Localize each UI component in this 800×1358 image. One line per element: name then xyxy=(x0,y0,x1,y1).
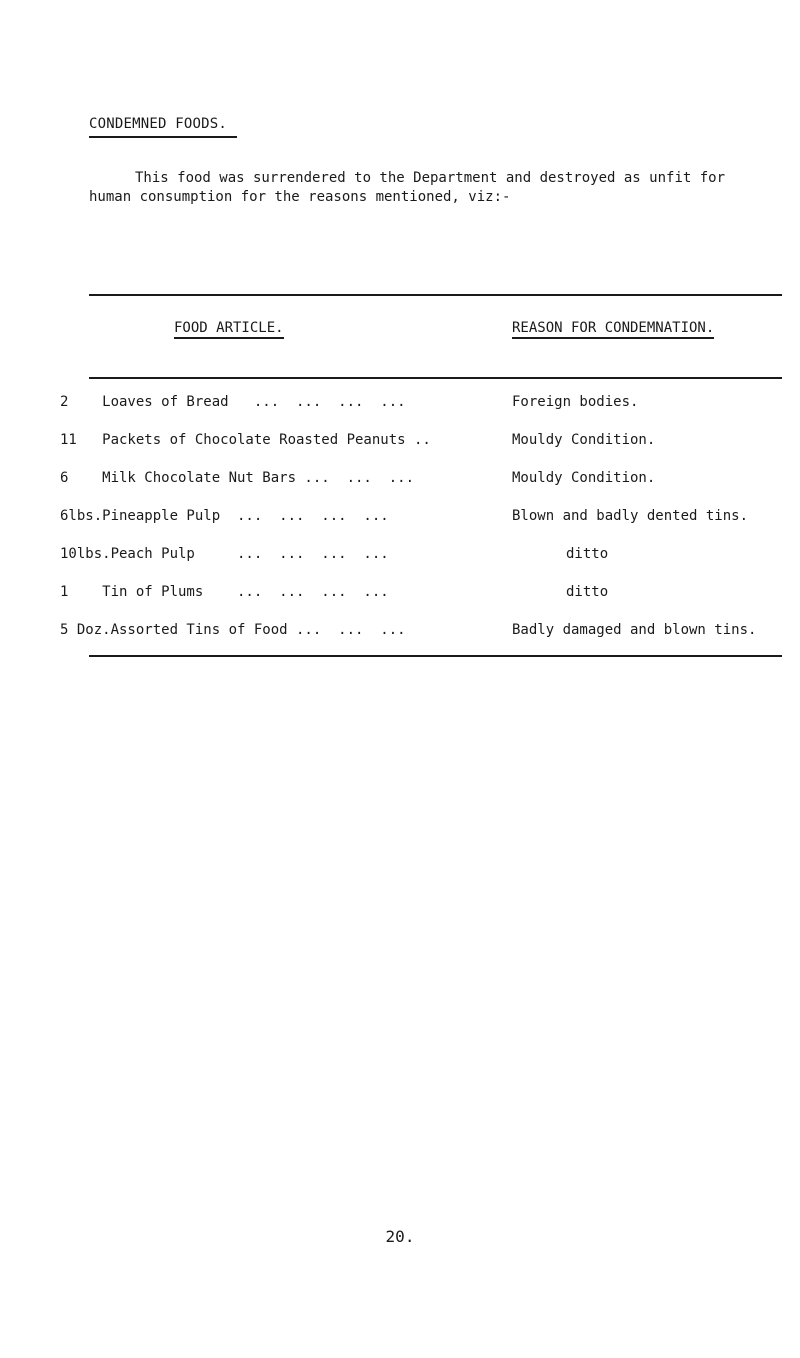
column-header-food-article: FOOD ARTICLE. xyxy=(174,320,284,336)
condemnation-reason: Foreign bodies. xyxy=(512,394,639,410)
food-article: 5 Doz.Assorted Tins of Food ... ... ... xyxy=(60,622,406,638)
title-underline xyxy=(89,136,237,138)
table-row xyxy=(0,584,800,604)
condemnation-reason: ditto xyxy=(566,584,609,600)
column-header-reason: REASON FOR CONDEMNATION. xyxy=(512,320,714,336)
table-bottom-rule xyxy=(89,655,782,657)
food-article: 2 Loaves of Bread ... ... ... ... xyxy=(60,394,406,410)
table-row xyxy=(0,622,800,642)
food-article: 11 Packets of Chocolate Roasted Peanuts .. xyxy=(60,432,431,448)
food-article: 6lbs.Pineapple Pulp ... ... ... ... xyxy=(60,508,389,524)
intro-line-1: This food was surrendered to the Department and destroyed as unfit for xyxy=(135,170,726,186)
condemnation-reason: ditto xyxy=(566,546,609,562)
header-bottom-rule xyxy=(89,377,782,379)
intro-paragraph xyxy=(89,169,779,207)
intro-line-2: human consumption for the reasons mentioned, viz:- xyxy=(89,189,511,205)
table-row xyxy=(0,508,800,528)
food-article: 6 Milk Chocolate Nut Bars ... ... ... xyxy=(60,470,415,486)
table-row xyxy=(0,432,800,452)
page-number: 20. xyxy=(385,1227,415,1246)
table-row xyxy=(0,546,800,566)
condemnation-reason: Mouldy Condition. xyxy=(512,470,656,486)
table-row xyxy=(0,394,800,414)
condemnation-reason: Badly damaged and blown tins. xyxy=(512,622,757,638)
condemnation-reason: Mouldy Condition. xyxy=(512,432,656,448)
food-article: 1 Tin of Plums ... ... ... ... xyxy=(60,584,389,600)
table-row xyxy=(0,470,800,490)
condemnation-reason: Blown and badly dented tins. xyxy=(512,508,749,524)
food-article: 10lbs.Peach Pulp ... ... ... ... xyxy=(60,546,389,562)
page-title: CONDEMNED FOODS. xyxy=(89,116,228,132)
table-top-rule xyxy=(89,294,782,296)
